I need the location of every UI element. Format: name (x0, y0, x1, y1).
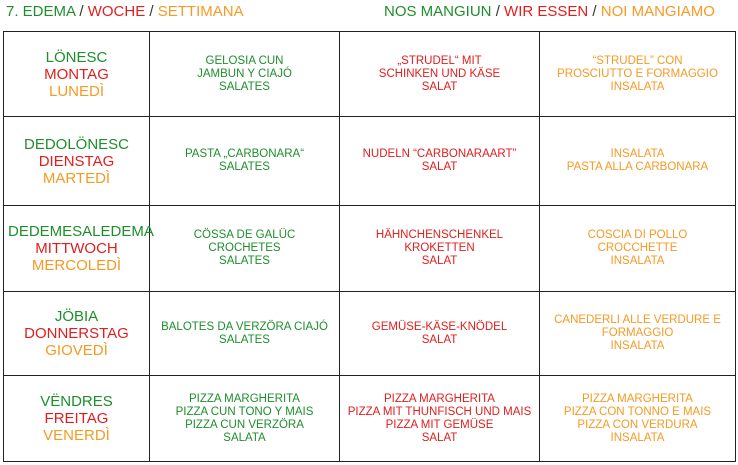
dish-line: HÄHNCHENSCHENKEL (375, 229, 504, 241)
dish-line: SALATES (219, 255, 270, 267)
we-eat-label-german: WIR ESSEN (504, 3, 589, 20)
we-eat-label-italian: NOI MANGIAMO (600, 3, 715, 20)
dish-line: PIZZA CUN VERZÖRA (185, 418, 304, 431)
menu-cell-italian (540, 117, 736, 206)
dish-line: PIZZA MIT GEMÜSE (385, 418, 494, 431)
dish-line: SALAT (421, 255, 458, 267)
dish-line: SALATES (219, 161, 270, 173)
week-label-ladin: 7. EDEMA (6, 3, 76, 20)
dish-line: PIZZA MARGHERITA (582, 392, 693, 405)
day-name-italian: GIOVEDÌ (45, 342, 108, 359)
header-separator: / (79, 3, 84, 20)
dish-line: SALAT (421, 80, 458, 93)
menu-cell-italian (540, 292, 736, 376)
dish-line: JAMBUN Y CIAJÓ (197, 67, 292, 80)
header-separator: / (149, 3, 154, 20)
dish-line: INSALATA (610, 255, 665, 267)
dish-line: SALAT (421, 431, 458, 444)
day-cell (4, 32, 150, 117)
day-name-ladin: DEDOLÖNESC (23, 135, 130, 153)
dish-line: SALATA (223, 431, 266, 444)
dish-line: GELOSIA CUN (205, 54, 284, 67)
header-separator: / (592, 3, 597, 20)
dish-line: PIZZA MARGHERITA (189, 392, 300, 405)
header-separator: / (495, 3, 500, 20)
dish-line: CROCCHETTE (597, 242, 678, 254)
dish-line: PIZZA MARGHERITA (384, 392, 495, 405)
day-name-german: FREITAG (44, 410, 109, 427)
table-row-friday (4, 376, 736, 462)
table-row-monday (4, 32, 736, 117)
menu-cell-italian (540, 32, 736, 117)
we-eat-label-ladin: NOS MANGIUN (384, 3, 492, 20)
dish-line: SCHINKEN UND KÄSE (378, 67, 501, 80)
menu-cell-ladin (150, 292, 340, 376)
dish-line: CROCHETES (208, 242, 281, 254)
day-name-italian: MARTEDÌ (42, 169, 111, 187)
dish-line: PIZZA CUN TONO Y MAIS (175, 405, 314, 418)
dish-line: NUDELN “CARBONARAART” (362, 148, 517, 160)
dish-line: PROSCIUTTO E FORMAGGIO (557, 67, 718, 80)
weekly-menu-table (3, 31, 736, 462)
day-cell (4, 292, 150, 376)
table-row-thursday (4, 292, 736, 376)
day-name-ladin: JÖBIA (54, 308, 99, 325)
week-header (6, 3, 244, 20)
week-label-german: WOCHE (87, 3, 146, 20)
day-name-german: DONNERSTAG (24, 325, 129, 342)
dish-line: CANEDERLI ALLE VERDURE E (554, 314, 721, 326)
dish-line: CÖSSA DE GALÜC (193, 229, 296, 241)
menu-cell-german (340, 206, 540, 292)
menu-cell-ladin (150, 376, 340, 462)
week-label-italian: SETTIMANA (157, 3, 244, 20)
dish-line: BALOTES DA VERZÖRA CIAJÓ (161, 320, 328, 333)
day-cell (4, 206, 154, 292)
dish-line: INSALATA (610, 80, 665, 93)
menu-cell-german (340, 292, 540, 376)
dish-line: SALATES (219, 80, 270, 93)
menu-cell-german (340, 376, 540, 462)
day-name-ladin: DEDEMESALEDEMA (8, 223, 154, 240)
dish-line: PIZZA CON TONNO E MAIS (563, 405, 712, 418)
dish-line: FORMAGGIO (601, 327, 674, 339)
dish-line: “STRUDEL” CON (592, 54, 683, 67)
day-cell (4, 376, 150, 462)
menu-cell-german (340, 32, 540, 117)
dish-line: „STRUDEL“ MIT (397, 54, 482, 67)
table-row-tuesday (4, 117, 736, 206)
menu-cell-italian (540, 206, 736, 292)
day-name-german: DIENSTAG (38, 152, 115, 170)
dish-line: SALATES (219, 333, 270, 346)
day-name-german: MONTAG (44, 65, 109, 83)
day-name-italian: MERCOLEDÌ (31, 257, 122, 274)
day-name-german: MITTWOCH (35, 240, 118, 257)
dish-line: INSALATA (610, 148, 665, 160)
dish-line: INSALATA (610, 431, 665, 444)
dish-line: PIZZA MIT THUNFISCH UND MAIS (347, 405, 532, 418)
menu-cell-ladin (150, 32, 340, 117)
table-row-wednesday (4, 206, 736, 292)
day-cell (4, 117, 150, 206)
dish-line: GEMÜSE-KÄSE-KNÖDEL (371, 320, 508, 333)
dish-line: PASTA „CARBONARA“ (184, 148, 305, 160)
dish-line: PIZZA CON VERDURA (577, 418, 698, 431)
dish-line: SALAT (421, 161, 458, 173)
dish-line: INSALATA (610, 340, 665, 352)
day-name-ladin: VËNDRES (40, 393, 113, 410)
dish-line: PASTA ALLA CARBONARA (566, 161, 709, 173)
day-name-italian: VENERDÌ (43, 427, 110, 444)
we-eat-header (384, 3, 715, 20)
day-name-italian: LUNEDÌ (48, 82, 104, 100)
dish-line: SALAT (421, 333, 458, 346)
day-name-ladin: LÖNESC (45, 48, 108, 66)
dish-line: KROKETTEN (404, 242, 475, 254)
menu-cell-german (340, 117, 540, 206)
menu-cell-italian (540, 376, 736, 462)
dish-line: COSCIA DI POLLO (587, 229, 688, 241)
menu-cell-ladin (150, 117, 340, 206)
menu-cell-ladin (150, 206, 340, 292)
